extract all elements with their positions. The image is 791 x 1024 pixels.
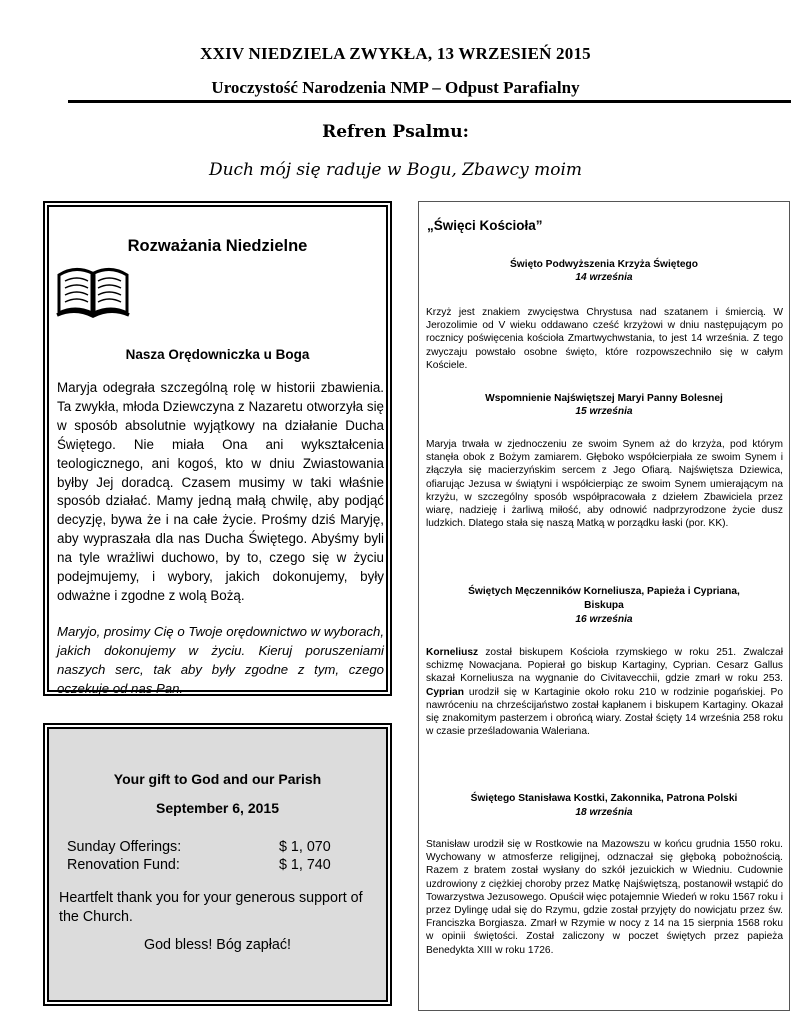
saint4-date: 18 września: [575, 807, 633, 818]
saint2-text: Maryja trwała w zjednoczeniu ze swoim Synem aż do krzyża, pod którym stanęła obok z Bożym zamiarem. Głęboko współcierpiała ze swoim Synem i złączyła się macierzyńskim sercem z Jego Ofiarą. Najświętsza Dziewica, ofiarując Jezusa w świątyni i współcierpiąc ze swoim Synem umierającym na krzyżu, w szczególny sposób współpracowała z dziełem Zbawiciela przez wiarę, nadzieję i żarliwą miłość, aby odnowić nadprzyrodzone życie dusz ludzkich. Dlatego stała się naszą Matką w porządku łaski (por. KK).: [426, 439, 783, 530]
saint3-date: 16 września: [575, 614, 633, 625]
saint1-date: 14 września: [575, 272, 633, 283]
saints-box: [418, 201, 790, 1011]
reflection-title: Rozważania Niedzielne: [127, 237, 308, 255]
reflection-subtitle: Nasza Orędowniczka u Boga: [125, 347, 310, 362]
renovation-amount: $ 1, 740: [279, 857, 331, 873]
saint3-text1: został biskupem Kościoła rzymskiego w roku 251. Zwalczał schizmę Nowacjana. Popierał go biskup Kartaginy, Cyprian. Cesarz Gallus skazał Korneliusza na wygnanie do Civitavecchii, gdzie zmarł w roku 253.: [426, 647, 783, 685]
gift-thanks: Heartfelt thank you for your generous support of the Church.: [59, 890, 363, 925]
bulletin-subtitle: Uroczystość Narodzenia NMP – Odpust Parafialny: [211, 78, 580, 97]
offerings-amount: $ 1, 070: [279, 839, 331, 855]
refren-title: Refren Psalmu:: [322, 122, 469, 142]
saint3-text: [426, 646, 783, 738]
gift-box: [43, 723, 392, 1006]
saint3-text2: urodził się w Kartaginie około roku 210 w rodzinie pogańskiej. Po nawróceniu na chrześcijaństwo został kapłanem i biskupem Kartaginy. Okazał się znakomitym pasterzem i obrońcą wiary. Został ścięty 14 września 258 roku w czasie prześladowania Waleriana.: [426, 686, 783, 738]
saint4-title: Świętego Stanisława Kostki, Zakonnika, Patrona Polski: [470, 793, 738, 804]
gift-title: Your gift to God and our Parish: [113, 771, 322, 787]
saint1-title: Święto Podwyższenia Krzyża Świętego: [510, 259, 698, 270]
saint2-title: Wspomnienie Najświętszej Maryi Panny Bolesnej: [485, 393, 723, 404]
renovation-label: Renovation Fund:: [67, 857, 180, 873]
saints-heading: „Święci Kościoła”: [427, 218, 543, 233]
saint3-name1: Korneliusz: [426, 647, 479, 658]
saint2-date: 15 września: [575, 406, 633, 417]
saint3-title-b: Biskupa: [584, 600, 624, 611]
reflection-box: [43, 201, 392, 696]
offerings-label: Sunday Offerings:: [67, 839, 182, 855]
bulletin-title: XXIV NIEDZIELA ZWYKŁA, 13 WRZESIEŃ 2015: [200, 44, 591, 63]
saint3-title: Świętych Męczenników Korneliusza, Papieża i Cypriana,: [468, 586, 740, 597]
reflection-body: Maryja odegrała szczególną rolę w historii zbawienia. Ta zwykła, młoda Dziewczyna z Nazaretu otworzyła się w sposób absolutnie wyjątkowy na działanie Ducha Świętego. Nie miała Ona ani wykształcenia teologicznego, ani kogoś, kto w dniu Zwiastowania byłby Jej doradcą. Czasem musimy w taki właśnie sposób działać. Mamy jedną małą chwilę, aby podjąć decyzję, bywa że i na całe życie. Prośmy dziś Maryję, aby wypraszała dla nas Ducha Świętego. Abyśmy byli na tyle wrażliwi duchowo, by to, czego się w życiu podejmujemy, i wybory, jakich dokonujemy, były odważne i zgodne z wolą Bożą.: [57, 380, 384, 603]
saint4-text: Stanisław urodził się w Rostkowie na Mazowszu w końcu grudnia 1550 roku. Wychowany w atmosferze religijnej, odznaczał się głęboką pobożnością. Razem z bratem został wysłany do szkół jezuickich w Wiedniu. Cudownie uzdrowiony z ciężkiej choroby przez Matkę Najświętszą, postanowił wstąpić do Towarzystwa Jezusowego. Opuścił więc potajemnie Wiedeń w roku 1567 roku i przez Dylingę udał się do Rzymu, gdzie został przyjęty do nowicjatu przez św. Franciszka Borgiasza. Zmarł w Rzymie w nocy z 14 na 15 sierpnia 1568 roku w opinii świętości. Został zaliczony w poczet świętych przez papieża Benedykta XIII w roku 1726.: [426, 839, 783, 956]
header-rule: [68, 100, 791, 103]
saint3-name2: Cyprian: [426, 686, 464, 698]
saint1-text: Krzyż jest znakiem zwycięstwa Chrystusa nad szatanem i śmiercią. W Jerozolimie od V wieku oddawano cześć krzyżowi w dniu następującym po rocznicy poświęcenia kościoła Zmartwychwstania, to jest 14 września. Z tego zwyczaju powstało osobne święto, które rozpowszechniło się w całym Kościele.: [426, 307, 783, 371]
gift-blessing: God bless! Bóg zapłać!: [143, 937, 292, 953]
reflection-prayer: Maryjo, prosimy Cię o Twoje orędownictwo w wyborach, jakich dokonujemy w życiu. Kieruj poruszeniami naszych serc, tak aby były zgodne z tym, czego oczekuje od nas Pan.: [57, 624, 384, 696]
gift-date: September 6, 2015: [156, 800, 279, 816]
open-book-icon: [55, 261, 131, 324]
refren-text: Duch mój się raduje w Bogu, Zbawcy moim: [208, 160, 583, 180]
